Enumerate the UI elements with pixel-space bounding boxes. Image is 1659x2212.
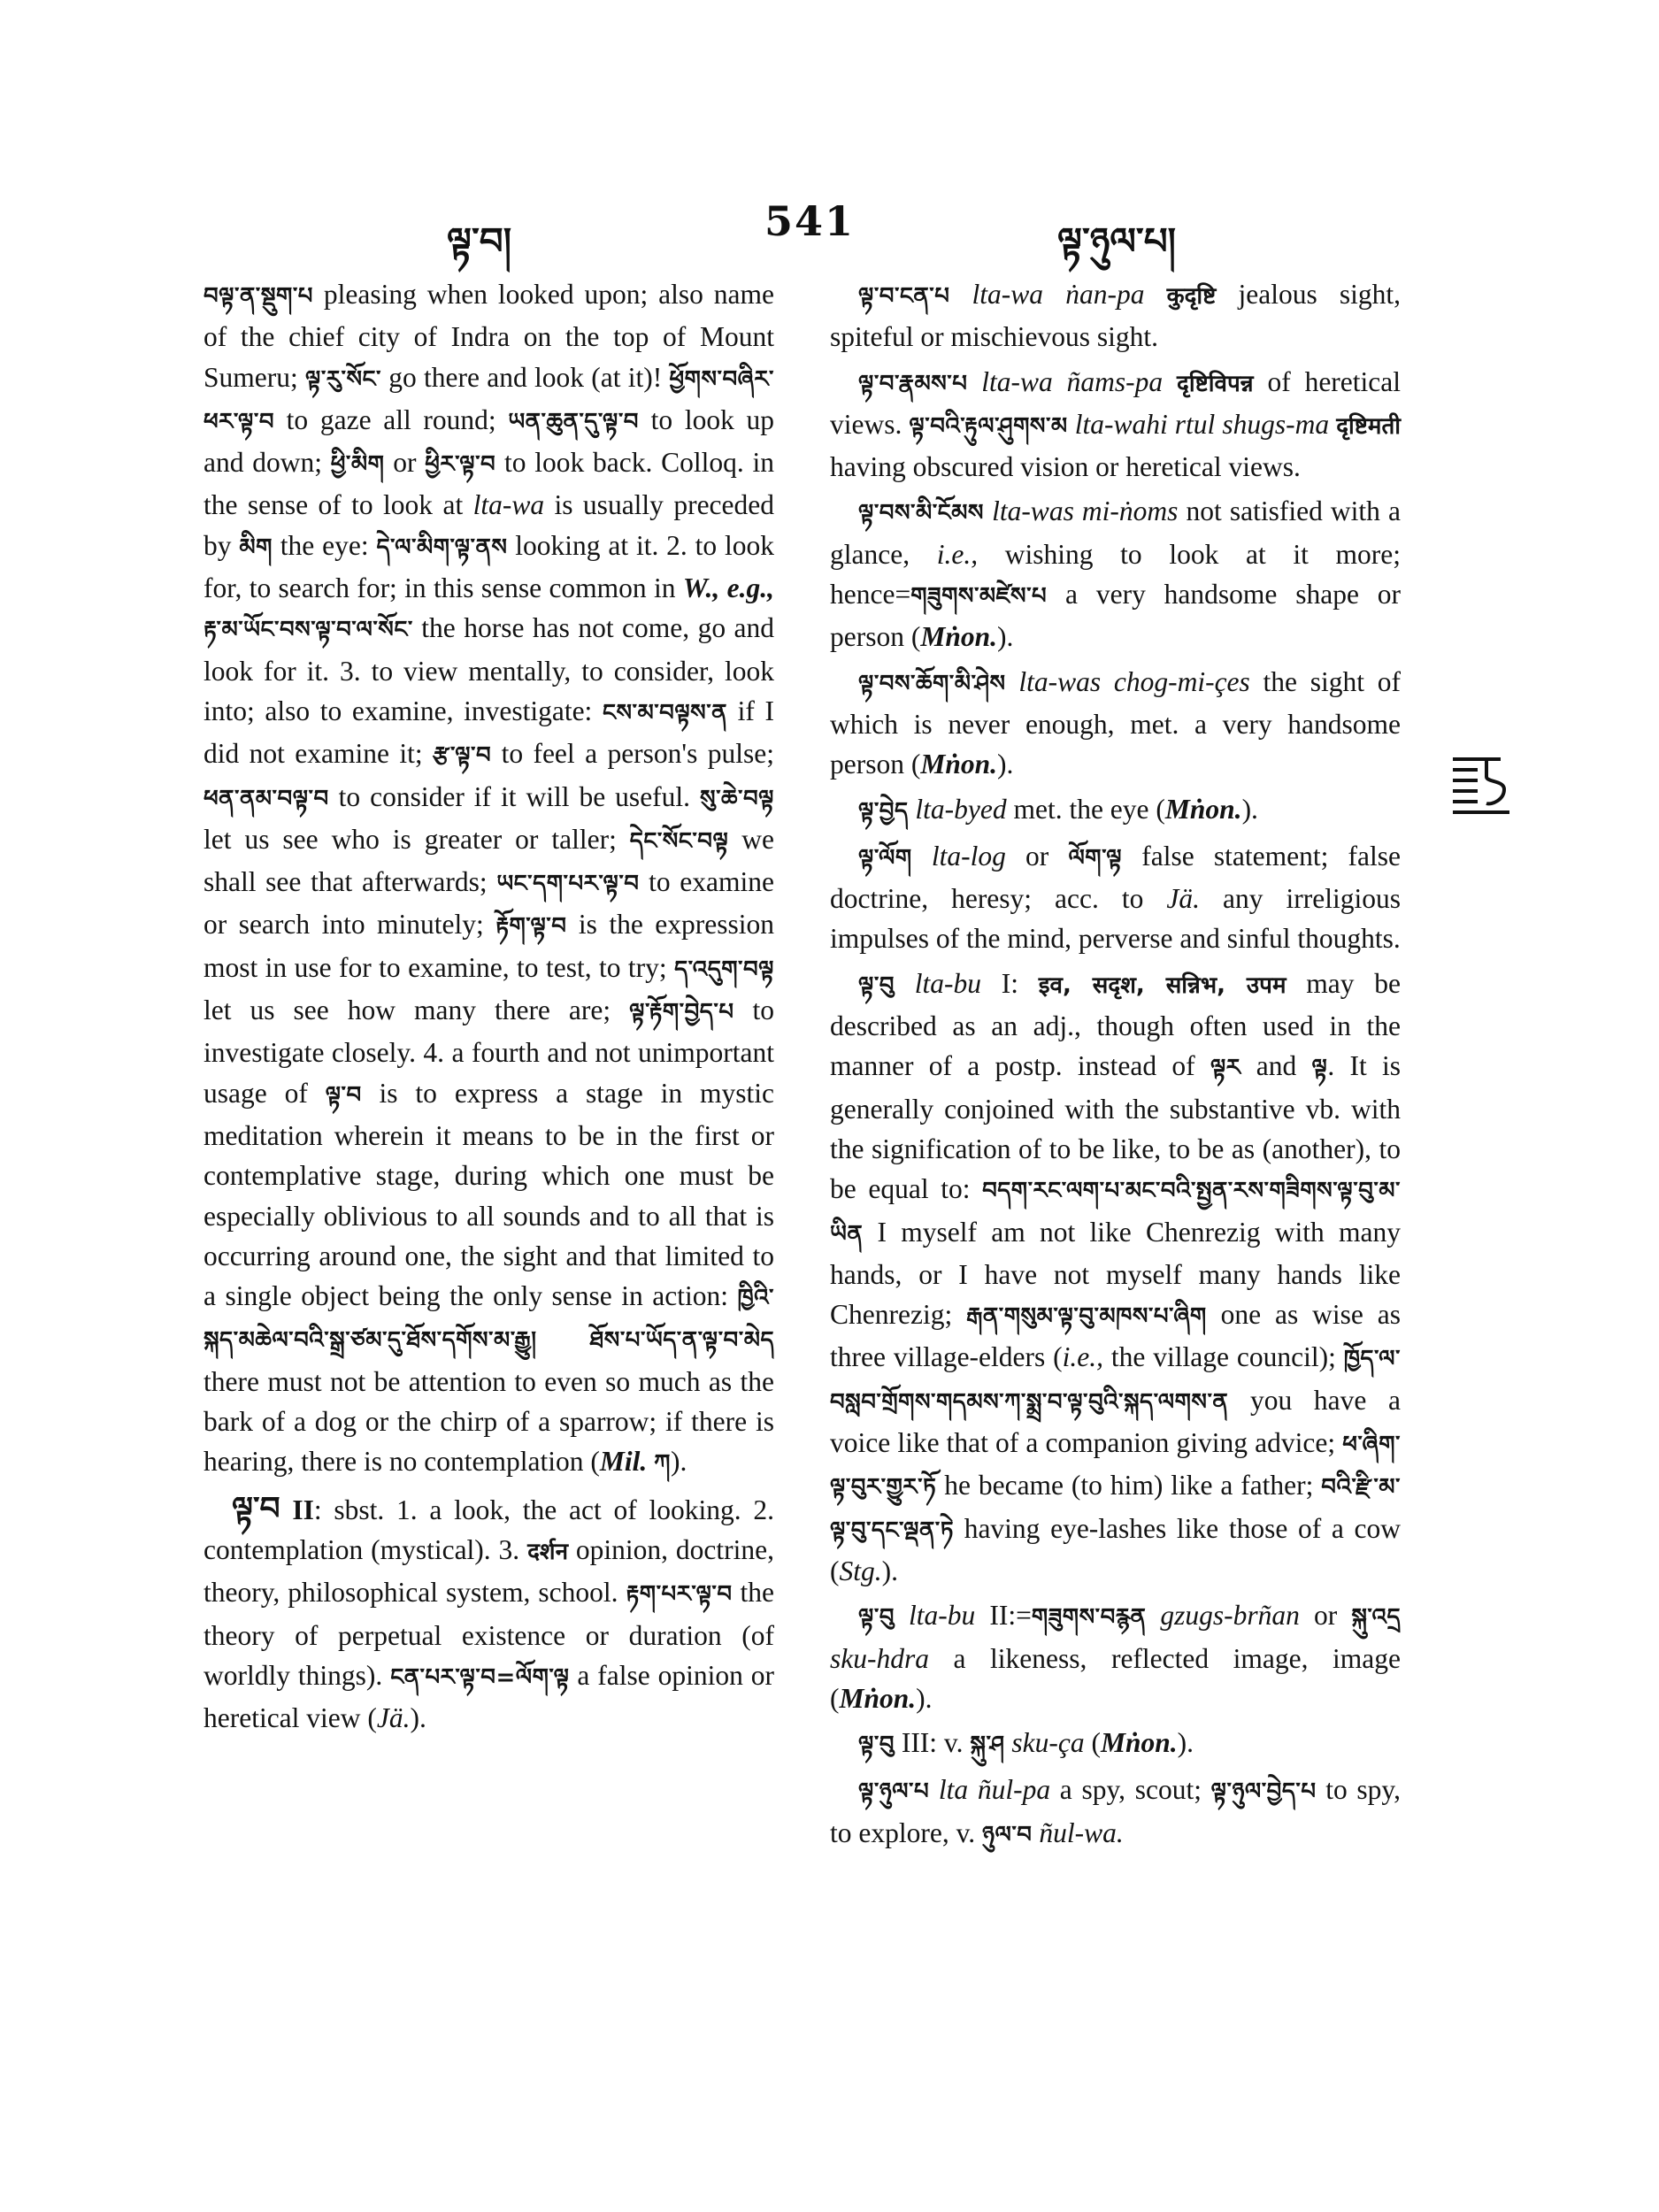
tibetan-term: ལྟ་བས་ཆོག་མི་ཤེས xyxy=(858,670,1006,697)
gloss-text xyxy=(1146,1600,1160,1631)
gloss-text: or xyxy=(384,447,426,479)
tibetan-term: ལྟ་བས་མི་ངོམས xyxy=(858,500,984,527)
tibetan-term: སུ་ཆེ་བལྟ xyxy=(700,785,774,812)
tibetan-term: མིག xyxy=(239,534,273,561)
gloss-text: ). xyxy=(881,1555,899,1586)
gloss-text: the horse has not come, go and look for it. 3. to view mentally, to consider, look into; also to examine, investigate: xyxy=(204,612,774,726)
gloss-text: and xyxy=(1240,1050,1312,1082)
entry-paragraph xyxy=(830,1770,1401,1855)
gloss-text: of heretical views. xyxy=(830,365,1401,440)
source-abbrev: W., e.g., xyxy=(682,572,774,604)
tibetan-term: ཕྱི་མིག xyxy=(330,451,385,479)
gloss-text: ). xyxy=(670,1446,687,1478)
tibetan-term: ལྟར xyxy=(1210,1055,1241,1082)
tibetan-term: ལྟ་བྱེད xyxy=(858,797,909,825)
transliteration: lta-wahi rtul shugs-ma xyxy=(1074,408,1330,440)
gloss-text: the sight of which is never enough, met. a very handsome person ( xyxy=(830,665,1401,780)
gloss-text xyxy=(1163,366,1177,397)
gloss-text xyxy=(912,841,932,872)
gloss-text: is usually preceded by xyxy=(204,489,774,561)
sanskrit-term: दृष्टिविपन्न xyxy=(1177,370,1254,397)
gloss-text: there must not be attention to even so much as the bark of a dog or the chirp of a sparrow; if there is hearing, there is no contemplation ( xyxy=(204,1365,774,1478)
gloss-text: opinion, doctrine, theory, philosophical system, school. xyxy=(204,1533,774,1609)
gloss-text: or xyxy=(1005,840,1069,872)
tibetan-term: རྒན་གསུམ་ལྟ་བུ་མཁས་པ་ཞིག xyxy=(966,1303,1207,1331)
margin-mark-label: ཏ xyxy=(1481,815,1483,817)
source-abbrev: Mṅon. xyxy=(839,1682,917,1714)
gloss-text: if I did not examine it; xyxy=(204,695,775,770)
gloss-text xyxy=(895,968,915,999)
gloss-text xyxy=(1329,409,1336,440)
transliteration: lta-log xyxy=(931,840,1006,872)
transliteration: lta-bu xyxy=(914,967,981,999)
gloss-text: having obscured vision or heretical views. xyxy=(830,451,1301,483)
headword: ལྟ་བ xyxy=(232,1490,280,1527)
gloss-text: ). xyxy=(997,749,1014,780)
transliteration: lta-was chog-mi-çes xyxy=(1018,665,1250,697)
tibetan-term: ལྟ་ཉུལ་པ xyxy=(858,1778,930,1806)
transliteration: ñul-wa. xyxy=(1039,1816,1124,1848)
gloss-text: ). xyxy=(916,1682,933,1714)
gloss-text: to consider if it will be useful. xyxy=(328,780,701,812)
gloss-text: a false opinion or heretical view ( xyxy=(204,1659,774,1734)
gloss-text: false statement; false doctrine, heresy; acc. to xyxy=(830,840,1402,915)
running-head-right-word: ལྟ་ཉུལ་པ། xyxy=(1057,219,1176,263)
tibetan-term: ངན་པར་ལྟ་བ=ལོག་ལྟ xyxy=(390,1663,570,1691)
gloss-text: ). xyxy=(1241,793,1258,825)
gloss-text: is to express a stage in mystic meditation wherein it means to be in the first or contemplative stage, during which one must be especially oblivious to all sounds and to all that is occurring around one, the sight and that limited to a single object being the only sense in action: xyxy=(204,1077,774,1312)
gloss-text: any irreligious impulses of the mind, perverse and sinful thoughts. xyxy=(830,883,1401,955)
transliteration: gzugs-brñan xyxy=(1160,1600,1300,1632)
transliteration: Jä. xyxy=(376,1702,411,1734)
tibetan-term: ཀ xyxy=(654,1450,671,1478)
transliteration: lta-bu xyxy=(909,1600,976,1632)
gloss-text: let us see who is greater or taller; xyxy=(204,823,630,855)
gloss-text: jealous sight, spiteful or mischievous sight. xyxy=(830,279,1402,353)
tibetan-term: ལྟ་ལོག xyxy=(858,844,912,872)
transliteration: Stg. xyxy=(839,1555,882,1586)
sanskrit-term: इव, सदृश, सन्निभ, उपम xyxy=(1038,972,1286,999)
gloss-text: pleasing when looked upon; also name of the chief city of Indra on the top of Mount Sumeru; xyxy=(204,279,774,393)
gloss-text: wishing to look at it more; hence= xyxy=(830,538,1401,611)
tibetan-term: རྟོག་ལྟ་བ xyxy=(495,913,567,941)
gloss-text: he became (to him) like a father; xyxy=(936,1470,1322,1502)
gloss-text: let us see how many there are; xyxy=(204,995,630,1026)
gloss-text: met. the eye ( xyxy=(1006,793,1165,825)
tibetan-term: རྟ་མ་ཡོང་བས་ལྟ་བ་ལ་སོང་ xyxy=(204,617,413,644)
right-column xyxy=(830,274,1401,1860)
tibetan-term: ལྟ་བ་རྣམས་པ xyxy=(858,370,968,397)
tibetan-term: སྐུ་ཤ xyxy=(970,1732,1005,1759)
gloss-text xyxy=(1144,279,1166,310)
transliteration: i.e., xyxy=(1062,1341,1103,1373)
tibetan-term: ལྟ་བའི་རྟུལ་ཤུགས་མ xyxy=(909,412,1068,440)
gloss-text: may be described as an adj., though often used in the manner of a postp. instead of xyxy=(830,967,1402,1082)
transliteration: lta-wa ñams-pa xyxy=(981,365,1164,397)
gloss-text: the theory of perpetual existence or duration (of worldly things). xyxy=(204,1577,775,1691)
tibetan-term: ཉུལ་བ xyxy=(982,1821,1033,1848)
transliteration: lta-wa ṅan-pa xyxy=(972,279,1145,310)
tibetan-term: བལྟ་ན་སྡུག་པ xyxy=(204,283,313,310)
gloss-text xyxy=(967,366,981,397)
gloss-text: to gaze all round; xyxy=(274,403,509,435)
sense-number: II xyxy=(280,1494,314,1525)
transliteration: lta-wa xyxy=(472,489,545,521)
entry-paragraph xyxy=(830,662,1401,785)
source-abbrev: Mṅon. xyxy=(1100,1727,1178,1759)
gloss-text: to spy, to explore, v. xyxy=(830,1774,1402,1848)
gloss-text: I myself am not like Chenrezig with many hands, or I have not myself many hands like Chenrezig; xyxy=(830,1216,1401,1331)
tibetan-term: རྟག་པར་ལྟ་བ xyxy=(626,1581,733,1609)
gloss-text: a likeness, reflected image, image ( xyxy=(830,1642,1401,1714)
tibetan-term: ལྟ་བུ xyxy=(858,972,895,999)
gloss-text: : sbst. 1. a look, the act of looking. 2. contemplation (mystical). 3. xyxy=(204,1494,774,1565)
tibetan-term: དེ་ལ་མིག་ལྟ་ནས xyxy=(376,534,508,561)
left-column xyxy=(204,274,774,1742)
source-abbrev: Mil. xyxy=(599,1446,648,1478)
tibetan-term: ངས་མ་བལྟས་ན xyxy=(602,699,728,726)
gloss-text: not satisfied with a glance, xyxy=(830,495,1401,570)
gloss-text: II:= xyxy=(975,1600,1032,1632)
tibetan-term: ལྟ་རྟོག་བྱེད་པ xyxy=(629,999,734,1026)
gloss-text: or xyxy=(1299,1600,1352,1632)
gloss-text: I: xyxy=(980,967,1039,999)
entry-paragraph xyxy=(830,491,1401,657)
entry-paragraph xyxy=(830,1595,1401,1718)
gloss-text xyxy=(1068,409,1075,440)
tibetan-term: གཟུགས་མཛེས་པ xyxy=(910,583,1048,611)
tibetan-term: ཕ་ཞིག་ལྟ་བུར་གྱུར་ཏོ xyxy=(830,1432,1401,1502)
gloss-text: to look up and down; xyxy=(204,403,774,479)
gloss-text: to investigate closely. 4. a fourth and not unimportant usage of xyxy=(204,995,774,1109)
tibetan-term: ཕྱོགས་བཞིར་ཕར་ལྟ་བ xyxy=(204,365,774,435)
gloss-text xyxy=(949,279,972,310)
tibetan-term: བའི་རྫི་མ་ལྟ་བུ་དང་ལྡན་ཏེ xyxy=(830,1474,1401,1544)
tibetan-term: ཕྱིར་ལྟ་བ xyxy=(425,451,496,479)
entry-paragraph xyxy=(204,1489,774,1739)
tibetan-term: ལོག་ལྟ xyxy=(1068,844,1123,872)
tibetan-term: རྩ་ལྟ་བ xyxy=(433,742,492,770)
gloss-text: ). xyxy=(410,1702,426,1734)
transliteration: lta-byed xyxy=(915,793,1007,825)
entry-paragraph xyxy=(830,964,1401,1591)
tibetan-letter-ta-thumb-tab-icon xyxy=(1448,750,1515,818)
tibetan-term: ཡང་དག་པར་ལྟ་བ xyxy=(496,871,640,898)
gloss-text: having eye-lashes like those of a cow ( xyxy=(830,1512,1401,1586)
gloss-text: the eye: xyxy=(272,529,377,561)
tibetan-term: བདག་རང་ལག་པ་མང་བའི་སྤྱན་རས་གཟིགས་ལྟ་བུ་མ་ཡིན xyxy=(830,1178,1401,1248)
source-abbrev: Mṅon. xyxy=(920,621,998,653)
tibetan-term: ལྟ་རུ་སོང་ xyxy=(305,365,381,393)
running-head xyxy=(0,199,1659,261)
transliteration: lta ñul-pa xyxy=(938,1774,1051,1806)
gloss-text: we shall see that afterwards; xyxy=(204,823,774,898)
gloss-text: to examine or search into minutely; xyxy=(204,866,775,941)
running-head-left-word: ལྟ་བ། xyxy=(447,219,512,263)
tibetan-term: ཡན་ཆུན་དུ་ལྟ་བ xyxy=(508,408,639,435)
gloss-text: III: v. xyxy=(894,1727,971,1759)
gloss-text: one as wise as three village-elders ( xyxy=(830,1299,1402,1373)
source-abbrev: Mṅon. xyxy=(1164,793,1242,825)
gloss-text: a very handsome shape or person ( xyxy=(830,579,1401,653)
tibetan-term: ཁྱིའི་སྐད་མཆེལ་བའི་སྒྲ་ཙམ་དུ་ཐོས་དགོས་མ་རྒྱུ། ཐོས་པ་ཡོད་ན་ལྟ་བ་མེད xyxy=(204,1285,774,1355)
tibetan-term: ལྟ་ཉུལ་བྱེད་པ xyxy=(1210,1778,1317,1806)
entry-paragraph xyxy=(830,362,1401,488)
tibetan-term: ལྟ་བ་ངན་པ xyxy=(858,283,950,310)
gloss-text xyxy=(929,1774,939,1805)
gloss-text: looking at it. 2. to look for, to search for; in this sense common in xyxy=(204,529,775,604)
entry-paragraph xyxy=(830,836,1401,959)
tibetan-term: གཟུགས་བརྙན xyxy=(1031,1604,1147,1632)
entry-paragraph xyxy=(830,274,1401,357)
gloss-text: ( xyxy=(1084,1727,1101,1759)
transliteration: sku-hdra xyxy=(830,1642,929,1674)
gloss-text: go there and look (at it)! xyxy=(380,361,670,393)
transliteration: Jä. xyxy=(1166,883,1201,915)
tibetan-term: ལྟ་བུ xyxy=(858,1604,895,1632)
tibetan-term: ལྟ་བ xyxy=(325,1081,362,1109)
gloss-text: to feel a person's pulse; xyxy=(491,738,774,770)
entry-paragraph xyxy=(830,789,1401,832)
transliteration: lta-was mi-ṅoms xyxy=(992,495,1179,527)
gloss-text xyxy=(984,495,992,526)
gloss-text: you have a voice like that of a companion giving advice; xyxy=(830,1384,1401,1459)
gloss-text: ). xyxy=(997,621,1014,653)
gloss-text xyxy=(895,1600,909,1631)
tibetan-term: ད་འདུག་བལྟ xyxy=(674,956,774,983)
gloss-text: is the expression most in use for to examine, to test, to try; xyxy=(204,909,774,983)
sanskrit-term: दर्शन xyxy=(527,1538,568,1565)
entry-paragraph xyxy=(204,274,774,1485)
gloss-text xyxy=(647,1446,654,1477)
tibetan-term: ལྟ xyxy=(1311,1055,1328,1082)
gloss-text: . It is generally conjoined with the substantive vb. with the signification of to be like, to be as (another), to be equal to: xyxy=(830,1050,1401,1205)
tibetan-term: ཁྱོད་ལ་བསླབ་གྲོགས་གདམས་ཀ་སྨྲ་བ་ལྟ་བུའི་སྐད་ལགས་ན xyxy=(830,1346,1401,1416)
transliteration: i.e., xyxy=(936,538,979,570)
gloss-text xyxy=(1006,666,1019,697)
tibetan-term: སྐུ་འདྲ xyxy=(1351,1604,1401,1632)
gloss-text: a spy, scout; xyxy=(1050,1774,1211,1806)
transliteration: sku-ça xyxy=(1011,1727,1085,1759)
gloss-text: the village council); xyxy=(1103,1341,1344,1373)
tibetan-term: ཕན་ནམ་བལྟ་བ xyxy=(204,785,329,812)
source-abbrev: Mṅon. xyxy=(920,749,998,780)
sanskrit-term: कुदृष्टि xyxy=(1166,283,1217,310)
page-number: 541 xyxy=(764,197,856,245)
gloss-text: ). xyxy=(1177,1727,1194,1759)
gloss-text: to look back. Colloq. in the sense of to look at xyxy=(204,447,775,521)
tibetan-term: དེང་སོང་བལྟ xyxy=(629,827,729,855)
entry-paragraph xyxy=(830,1723,1401,1765)
tibetan-term: ལྟ་བུ xyxy=(858,1732,895,1759)
sanskrit-term: दृष्टिमती xyxy=(1336,412,1402,440)
